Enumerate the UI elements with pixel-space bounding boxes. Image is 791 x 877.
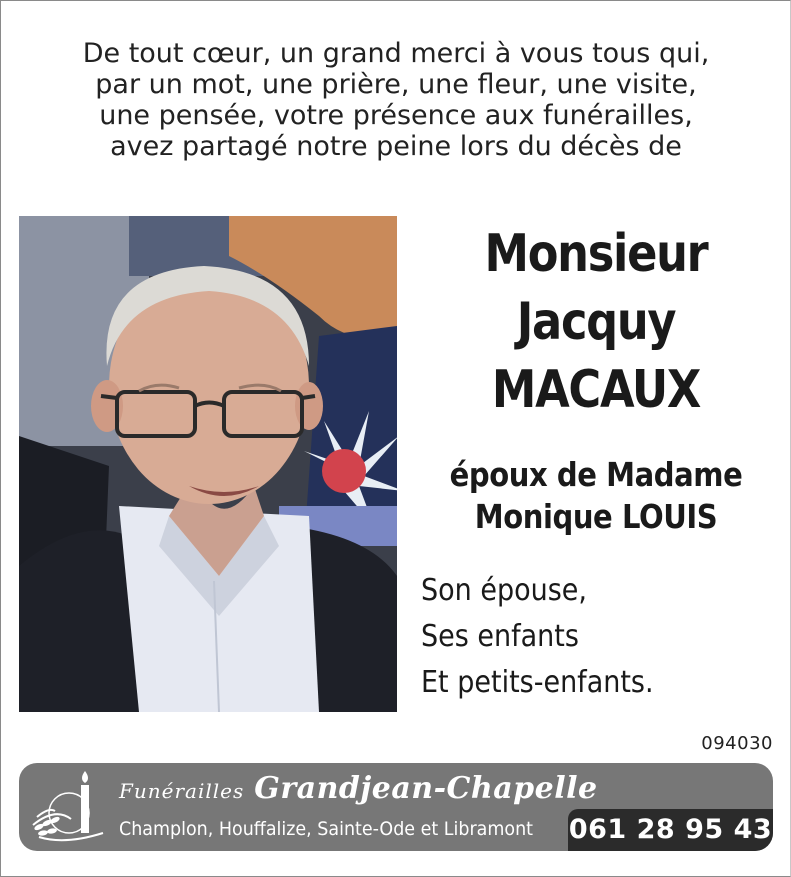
- candle-wheat-logo-icon: [25, 767, 111, 847]
- funeral-home-banner: [19, 763, 773, 851]
- funeral-home-phone[interactable]: 061 28 95 43: [568, 809, 773, 851]
- family-line: Ses enfants: [421, 619, 579, 654]
- thank-you-message: [20, 38, 772, 162]
- intro-line: De tout cœur, un grand merci à vous tous qui,: [82, 38, 710, 69]
- family-signature: [421, 568, 679, 706]
- intro-line: avez partagé notre peine lors du décès de: [110, 131, 682, 162]
- title-line: Monsieur: [484, 224, 708, 284]
- funeral-home-locations: Champlon, Houffalize, Sainte-Ode et Libramont: [119, 818, 534, 840]
- spouse-mention: [410, 454, 782, 538]
- funeral-home-name: [119, 771, 598, 806]
- first-name-line: Jacquy: [516, 292, 676, 352]
- spouse-line: époux de Madame: [449, 455, 743, 494]
- family-line: Et petits-enfants.: [421, 665, 654, 700]
- spouse-line: Monique LOUIS: [474, 497, 718, 536]
- portrait-illustration: [19, 216, 397, 712]
- family-line: Son épouse,: [421, 573, 588, 608]
- funeral-home-brand: Grandjean-Chapelle: [254, 771, 598, 806]
- reference-number: 094030: [701, 733, 773, 754]
- intro-line: une pensée, votre présence aux funérailles,: [99, 100, 693, 131]
- funeral-home-prefix: Funérailles: [119, 779, 245, 803]
- last-name-line: MACAUX: [491, 360, 701, 420]
- intro-line: par un mot, une prière, une fleur, une visite,: [95, 69, 697, 100]
- portrait-photo: [19, 216, 397, 712]
- deceased-name: [410, 220, 782, 424]
